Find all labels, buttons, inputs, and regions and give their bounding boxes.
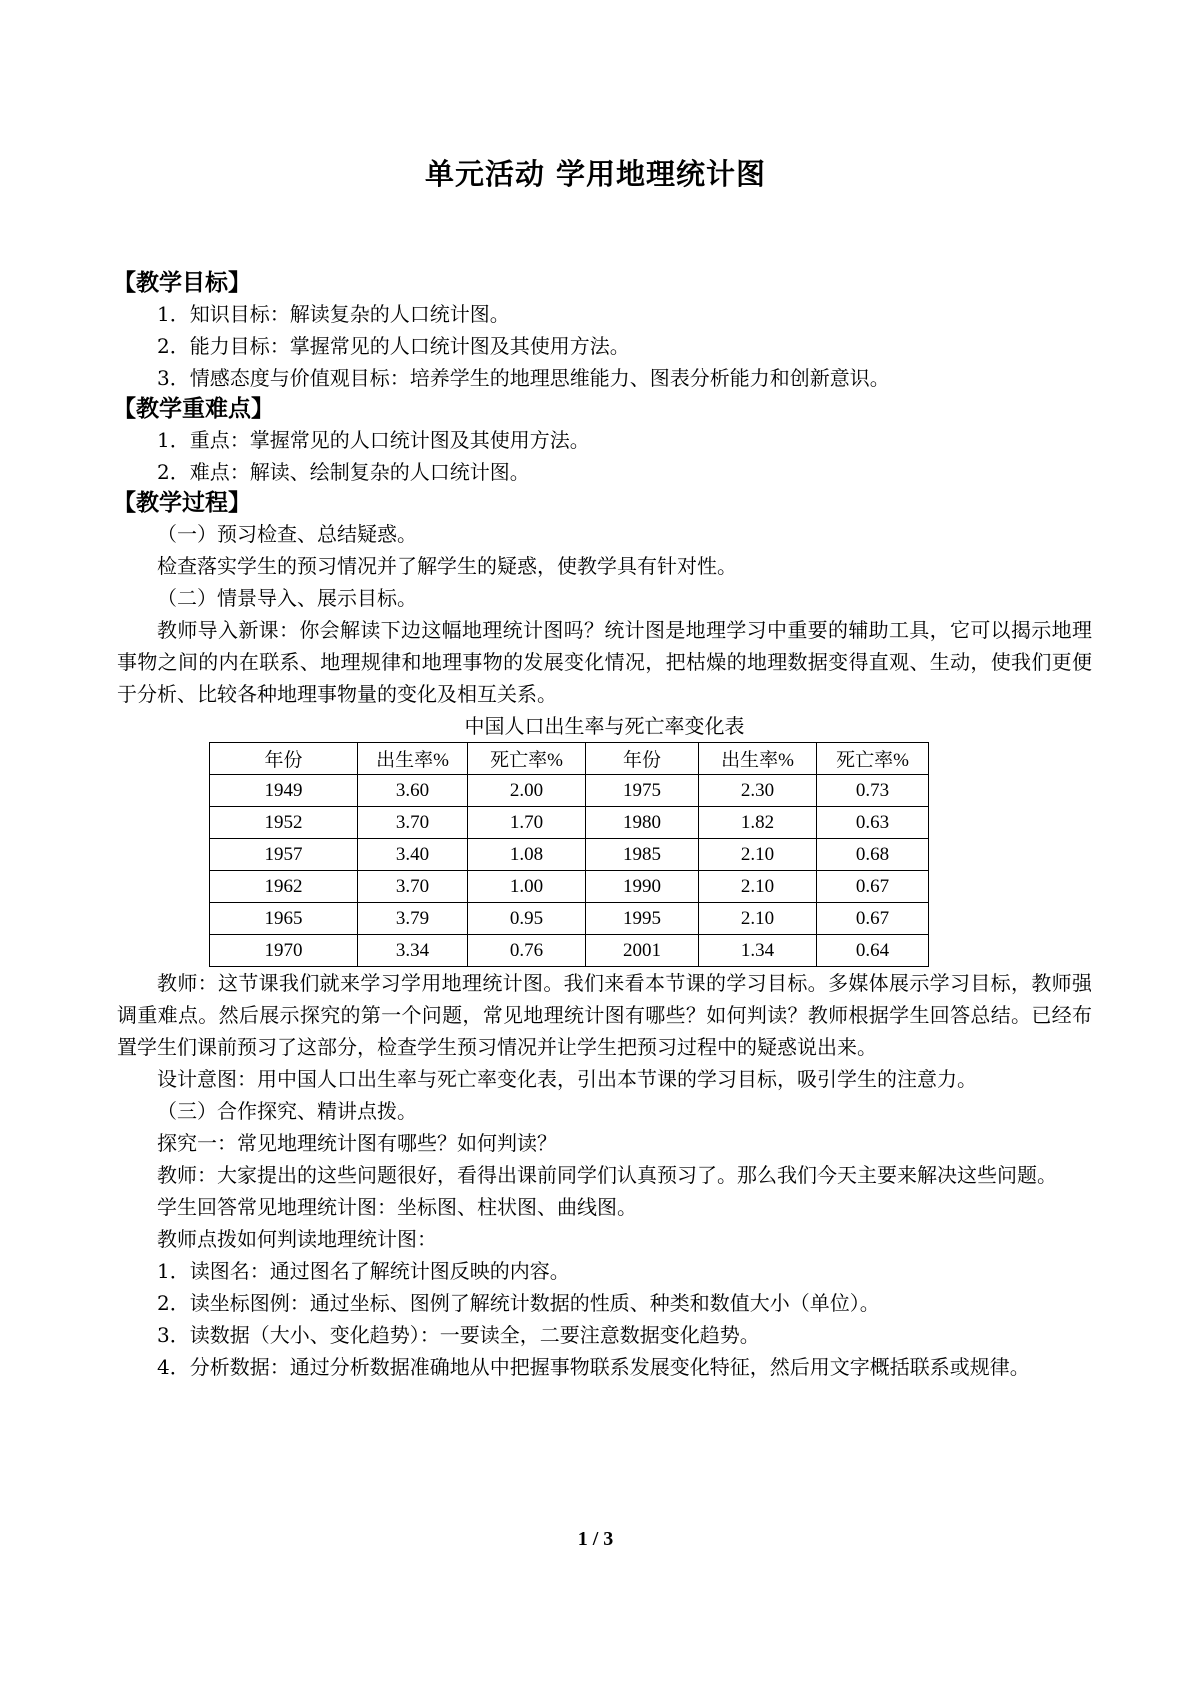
page-number: 1 / 3 [577, 1528, 614, 1550]
table-cell: 0.76 [468, 935, 586, 967]
table-cell: 1975 [586, 775, 699, 807]
process-paragraph: 学生回答常见地理统计图：坐标图、柱状图、曲线图。 [157, 1195, 637, 1219]
table-cell: 1957 [210, 839, 358, 871]
section-heading-keypoints: 【教学重难点】 [113, 396, 274, 422]
table-cell: 0.67 [817, 903, 929, 935]
process-paragraph: （一）预习检查、总结疑惑。 [157, 522, 417, 546]
table-cell: 2.10 [699, 903, 817, 935]
table-row [210, 839, 929, 871]
table-cell: 2.30 [699, 775, 817, 807]
table-cell: 1.34 [699, 935, 817, 967]
table-header-cell: 年份 [586, 743, 699, 775]
goal-item: 2．能力目标：掌握常见的人口统计图及其使用方法。 [157, 334, 630, 358]
process-paragraph: 3．读数据（大小、变化趋势）：一要读全，二要注意数据变化趋势。 [157, 1323, 760, 1347]
table-cell: 1.82 [699, 807, 817, 839]
table-cell: 1995 [586, 903, 699, 935]
table-header-row [210, 743, 929, 775]
table-cell: 3.70 [358, 807, 468, 839]
process-paragraph: 教师点拨如何判读地理统计图： [157, 1227, 437, 1251]
section-heading-goals: 【教学目标】 [113, 270, 251, 296]
table-header-cell: 死亡率% [817, 743, 929, 775]
table-cell: 1980 [586, 807, 699, 839]
table-cell: 3.40 [358, 839, 468, 871]
table-cell: 0.73 [817, 775, 929, 807]
table-row [210, 807, 929, 839]
section-heading-process: 【教学过程】 [113, 490, 251, 516]
table-cell: 1952 [210, 807, 358, 839]
process-paragraph: （二）情景导入、展示目标。 [157, 586, 417, 610]
table-header-cell: 年份 [210, 743, 358, 775]
table-cell: 1.70 [468, 807, 586, 839]
table-cell: 1962 [210, 871, 358, 903]
table-cell: 3.34 [358, 935, 468, 967]
keypoint-item: 1．重点：掌握常见的人口统计图及其使用方法。 [157, 428, 590, 452]
table-cell: 1949 [210, 775, 358, 807]
process-paragraph: 教师：这节课我们就来学习学用地理统计图。我们来看本节课的学习目标。多媒体展示学习目标，教师强调重难点。然后展示探究的第一个问题，常见地理统计图有哪些？如何判读？教师根据学生回答总结。已经布置学生们课前预习了这部分，检查学生预习情况并让学生把预习过程中的疑惑说出来。 [117, 971, 1092, 1059]
keypoint-item: 2．难点：解读、绘制复杂的人口统计图。 [157, 460, 530, 484]
table-cell: 2.10 [699, 839, 817, 871]
table-header-cell: 死亡率% [468, 743, 586, 775]
table-cell: 3.60 [358, 775, 468, 807]
document-title: 单元活动 学用地理统计图 [424, 157, 767, 191]
table-cell: 0.67 [817, 871, 929, 903]
table-cell: 2001 [586, 935, 699, 967]
process-paragraph: 1．读图名：通过图名了解统计图反映的内容。 [157, 1259, 570, 1283]
table-cell: 1965 [210, 903, 358, 935]
table-cell: 3.79 [358, 903, 468, 935]
process-paragraph: 4．分析数据：通过分析数据准确地从中把握事物联系发展变化特征，然后用文字概括联系或规律。 [157, 1355, 1030, 1379]
table-caption: 中国人口出生率与死亡率变化表 [464, 714, 745, 738]
table-header-cell: 出生率% [358, 743, 468, 775]
table-cell: 0.68 [817, 839, 929, 871]
table-cell: 3.70 [358, 871, 468, 903]
goal-item: 1．知识目标：解读复杂的人口统计图。 [157, 302, 510, 326]
table-cell: 0.64 [817, 935, 929, 967]
table-row [210, 775, 929, 807]
table-cell: 0.95 [468, 903, 586, 935]
table-cell: 1.08 [468, 839, 586, 871]
table-cell: 0.63 [817, 807, 929, 839]
goal-item: 3．情感态度与价值观目标：培养学生的地理思维能力、图表分析能力和创新意识。 [157, 366, 890, 390]
process-paragraph: 检查落实学生的预习情况并了解学生的疑惑，使教学具有针对性。 [157, 554, 737, 578]
table-cell: 1985 [586, 839, 699, 871]
table-cell: 1990 [586, 871, 699, 903]
table-cell: 1970 [210, 935, 358, 967]
process-paragraph: 教师：大家提出的这些问题很好，看得出课前同学们认真预习了。那么我们今天主要来解决这些问题。 [157, 1163, 1057, 1187]
process-paragraph: 2．读坐标图例：通过坐标、图例了解统计数据的性质、种类和数值大小（单位）。 [157, 1291, 880, 1315]
table-cell: 1.00 [468, 871, 586, 903]
table-row [210, 935, 929, 967]
table-header-cell: 出生率% [699, 743, 817, 775]
document-body [113, 268, 1092, 1383]
table-cell: 2.10 [699, 871, 817, 903]
process-paragraph: 教师导入新课：你会解读下边这幅地理统计图吗？统计图是地理学习中重要的辅助工具，它可以揭示地理事物之间的内在联系、地理规律和地理事物的发展变化情况，把枯燥的地理数据变得直观、生动，使我们更便于分析、比较各种地理事物量的变化及相互关系。 [117, 618, 1092, 706]
process-paragraph: （三）合作探究、精讲点拨。 [157, 1099, 417, 1123]
table-row [210, 871, 929, 903]
process-paragraph: 探究一：常见地理统计图有哪些？如何判读？ [157, 1131, 557, 1155]
table-cell: 2.00 [468, 775, 586, 807]
birth-death-rate-table [209, 742, 929, 967]
process-paragraph: 设计意图：用中国人口出生率与死亡率变化表，引出本节课的学习目标，吸引学生的注意力。 [157, 1067, 977, 1091]
table-row [210, 903, 929, 935]
